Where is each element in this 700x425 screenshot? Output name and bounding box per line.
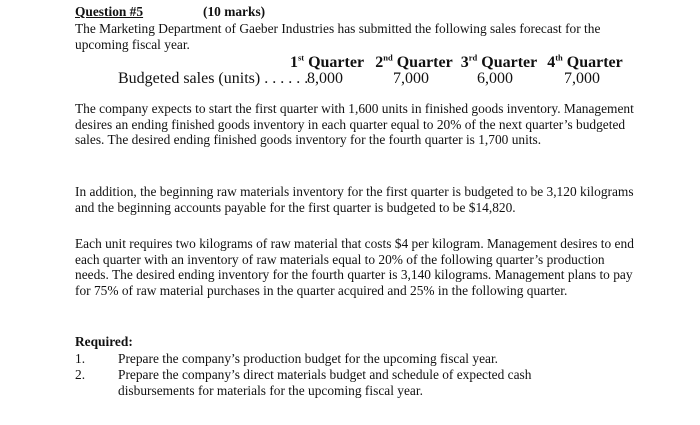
question-heading (75, 4, 266, 20)
raw-materials-paragraph: In addition, the beginning raw materials inventory for the first quarter is budgeted to be 3,120 kilograms and the beginning accounts payable for the first quarter is budgeted to be $14,820. (75, 184, 634, 215)
intro-paragraph: The Marketing Department of Gaeber Industries has submitted the following sales forecast for the upcoming fiscal year. (75, 21, 601, 52)
required-item-text: Prepare the company’s direct materials budget and schedule of expected cash disbursements for materials for the upcoming fiscal year. (118, 367, 532, 398)
quarter-header-3: 3rd Quarter (460, 52, 538, 71)
required-item-number: 1. (75, 351, 86, 366)
quarter-value-2: 7,000 (393, 70, 429, 87)
question-title: Question #5 (75, 4, 144, 19)
required-heading: Required: (75, 334, 133, 349)
required-item-text: Prepare the company’s production budget for the upcoming fiscal year. (118, 351, 499, 366)
quarter-header-1: 1st Quarter (289, 52, 365, 71)
quarter-header-4: 4th Quarter (547, 52, 623, 71)
quarter-value-3: 6,000 (477, 70, 513, 87)
budgeted-sales-label: Budgeted sales (units) . . . . . . (118, 70, 309, 87)
material-cost-paragraph: Each unit requires two kilograms of raw material that costs $4 per kilogram. Management desires to end each quarter with an inventory of raw materials equal to 20% of the following quarter’s production needs. The desired ending inventory for the fourth quarter is 3,140 kilograms. Management plans to pay for 75% of raw material purchases in the quarter acquired and 25% in the following quarter. (75, 236, 634, 298)
quarter-value-1: 8,000 (307, 70, 343, 87)
quarter-header-2: 2nd Quarter (375, 52, 453, 71)
required-item-number: 2. (75, 367, 86, 382)
inventory-paragraph: The company expects to start the first quarter with 1,600 units in finished goods inventory. Management desires an ending finished goods inventory in each quarter equal to 20% of the next quarter’s budgeted sales. The desired ending finished goods inventory for the fourth quarter is 1,700 units. (75, 101, 634, 148)
question-marks: (10 marks) (203, 4, 266, 19)
quarter-value-4: 7,000 (564, 70, 600, 87)
